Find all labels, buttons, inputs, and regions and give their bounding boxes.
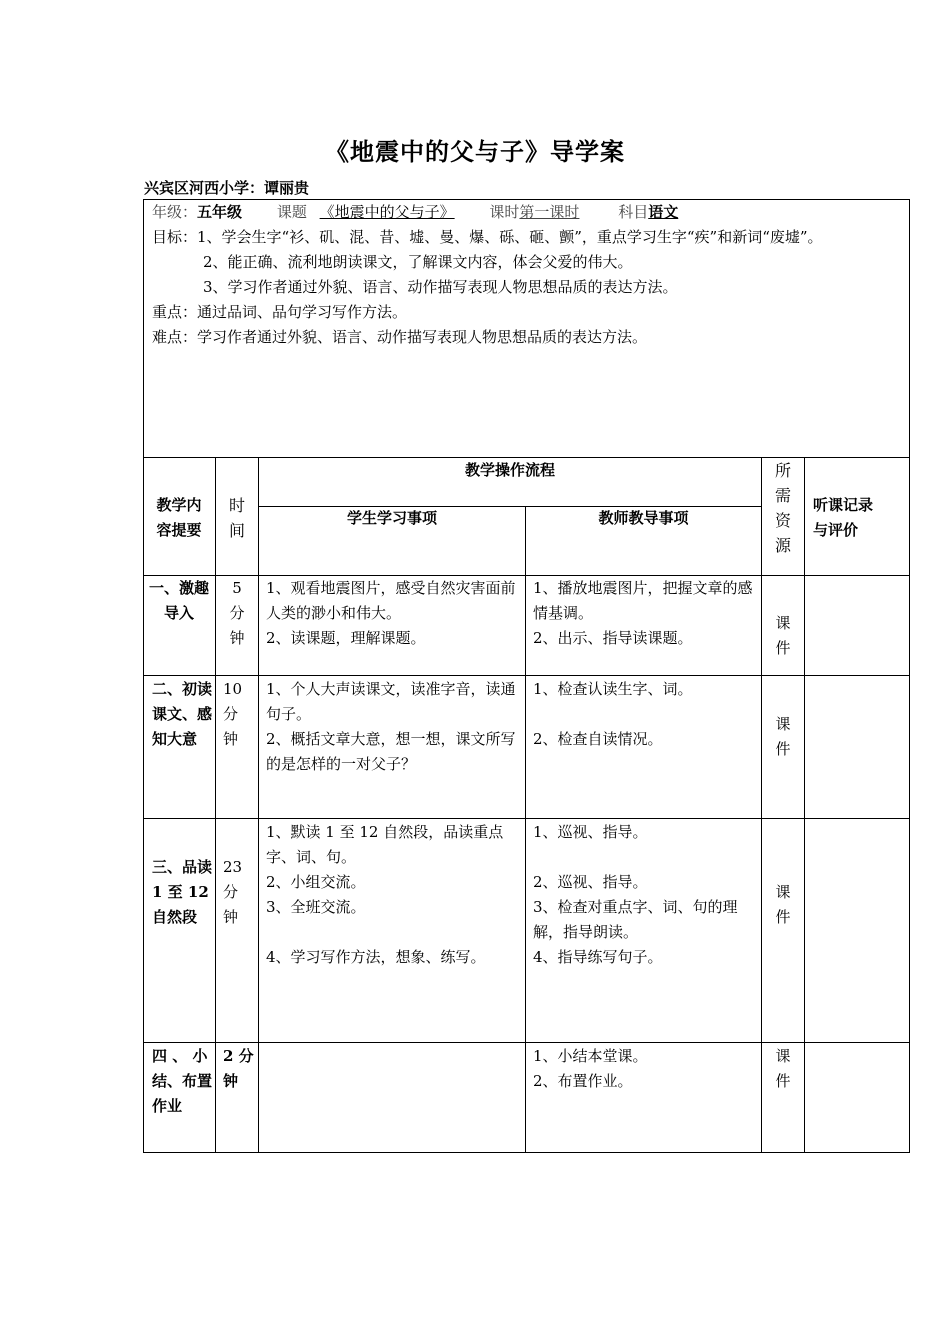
table-row-3-time: 23 分 钟 — [223, 858, 243, 926]
header-content: 教学内 容提要 — [156, 496, 202, 539]
table-row-1-teacher: 1、播放地震图片，把握文章的感情基调。 2、出示、指导读课题。 — [533, 579, 753, 647]
table-row-1-time: 5 分 钟 — [229, 579, 245, 647]
subject-label: 科目 — [618, 203, 649, 221]
table-row-3-student: 1、默读 1 至 12 自然段，品读重点字、词、句。 2、小组交流。 3、全班交流。 4、学习写作方法，想象、练写。 — [266, 823, 504, 966]
table-row-2-student: 1、个人大声读课文，读准字音，读通句子。 2、概括文章大意，想一想，课文所写的是怎样的一对父子？ — [266, 680, 516, 773]
table-row-2-time: 10 分 钟 — [223, 680, 243, 748]
table-row-1-student: 1、观看地震图片，感受自然灾害面前人类的渺小和伟大。 2、读课题，理解课题。 — [266, 579, 516, 647]
table-row-2-resource: 课 件 — [775, 715, 791, 758]
table-row-4-resource: 课 件 — [775, 1047, 791, 1090]
grade-label: 年级： — [152, 203, 198, 221]
period-label: 课时 — [489, 203, 520, 221]
table-row-1-content: 一、激趣 导入 — [148, 579, 209, 622]
table-row-3-resource: 课 件 — [775, 883, 791, 926]
header-resource: 所 需 资 源 — [774, 461, 791, 555]
table-row-1-resource: 课 件 — [775, 614, 791, 657]
key-point: 重点：通过品词、品句学习写作方法。 — [152, 303, 408, 321]
header-evaluation: 听课记录 与评价 — [813, 496, 874, 539]
goal-line-1: 目标：1、学会生字“衫、矶、混、昔、墟、曼、爆、砾、砸、颤”，重点学习生字“疾”和新词“废墟”。 — [152, 228, 823, 246]
author-line: 兴宾区河西小学：谭丽贵 — [144, 179, 310, 197]
period-value: 第一课时 — [519, 203, 580, 221]
page-title: 《地震中的父与子》导学案 — [325, 137, 625, 166]
col-divider-5 — [804, 457, 805, 1153]
table-row-3-teacher: 1、巡视、指导。 2、巡视、指导。 3、检查对重点字、词、句的理解，指导朗读。 4、指导练写句子。 — [533, 823, 738, 966]
info-row — [152, 200, 678, 225]
table-row-4-time: 2 分 钟 — [223, 1047, 254, 1090]
subject-value: 语文 — [648, 203, 679, 221]
col-divider-4 — [761, 457, 762, 1153]
col-divider-2 — [258, 457, 259, 1153]
table-row-2-content: 二、初读 课文、感 知大意 — [152, 680, 213, 748]
grade-value: 五年级 — [197, 203, 243, 221]
goal-line-2: 2、能正确、流利地朗读课文，了解课文内容，体会父爱的伟大。 — [203, 253, 633, 271]
table-row-4-teacher: 1、小结本堂课。 2、布置作业。 — [533, 1047, 648, 1090]
col-divider-1 — [215, 457, 216, 1153]
header-student: 学生学习事项 — [346, 509, 437, 527]
table-row-3-content: 三、品读 1 至 12 自然段 — [152, 858, 213, 926]
header-flow: 教学操作流程 — [464, 461, 555, 479]
difficulty: 难点：学习作者通过外貌、语言、动作描写表现人物思想品质的表达方法。 — [152, 328, 648, 346]
topic-label: 课题 — [276, 203, 307, 221]
topic-value: 《地震中的父与子》 — [319, 203, 455, 221]
header-teacher: 教师教导事项 — [598, 509, 689, 527]
header-time: 时 间 — [228, 496, 245, 540]
table-row-4-content: 四 、 小 结、布置 作业 — [152, 1047, 213, 1115]
goal-line-3: 3、学习作者通过外貌、语言、动作描写表现人物思想品质的表达方法。 — [203, 278, 678, 296]
col-divider-3 — [525, 506, 526, 1153]
table-row-2-teacher: 1、检查认读生字、词。 2、检查自读情况。 — [533, 680, 693, 748]
